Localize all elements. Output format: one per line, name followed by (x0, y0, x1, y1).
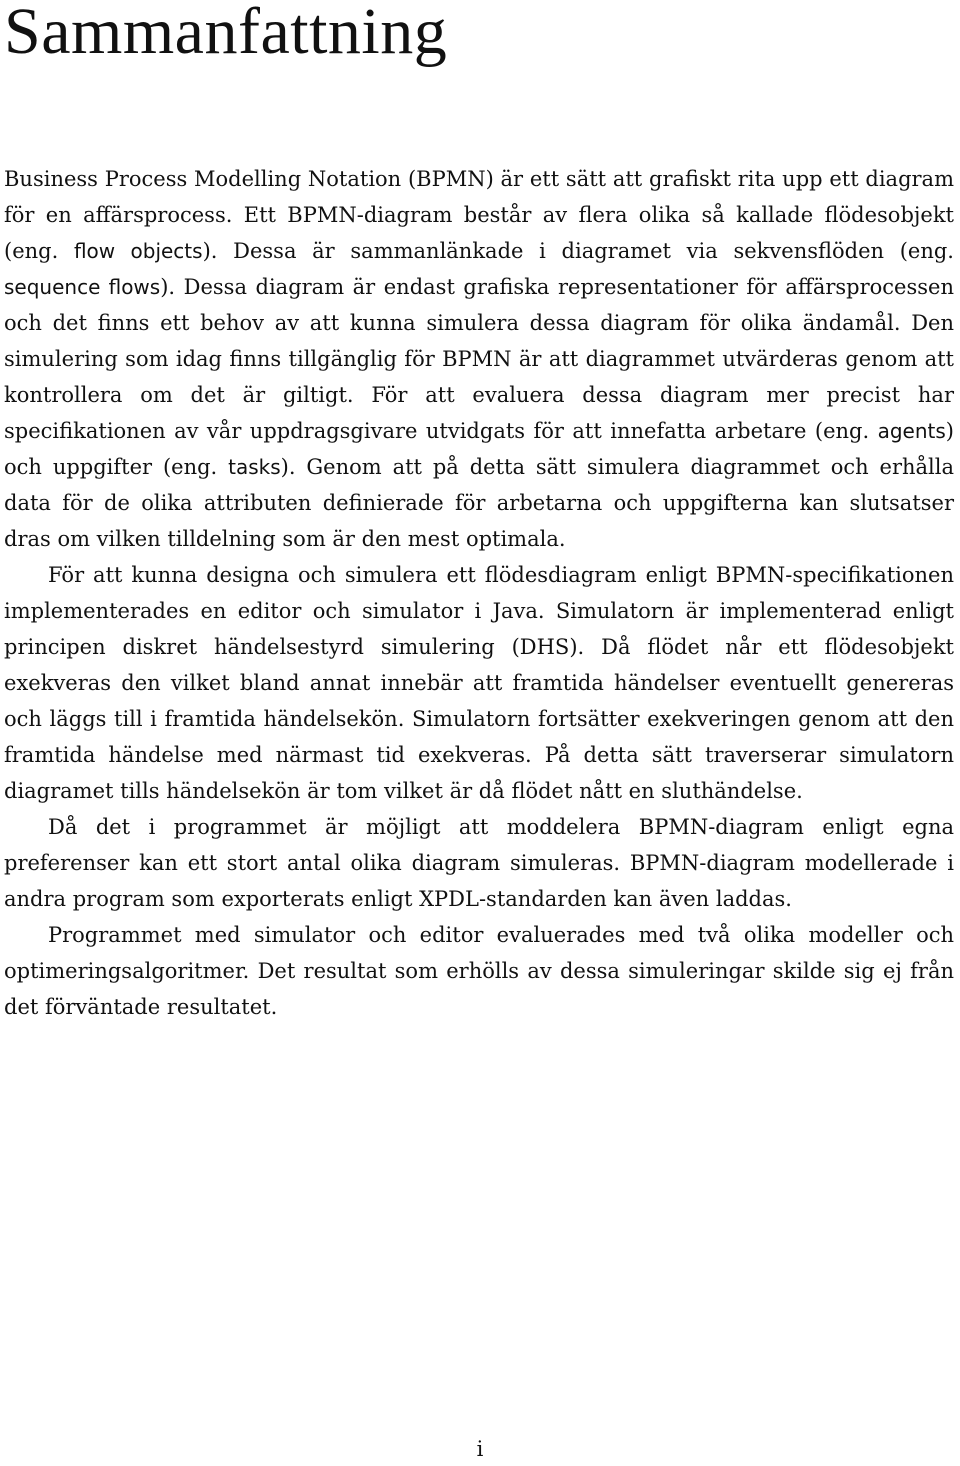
term-sequence-flows: sequence flows (4, 275, 161, 299)
paragraph-1-span: ) och uppgifter (eng. (4, 419, 954, 479)
paragraph-3 (4, 809, 954, 917)
paragraph-1 (4, 161, 954, 557)
paragraph-1-span: ). Genom att på detta sätt simulera diagrammet och erhålla data för de olika attributen definierade för arbetarna och uppgifterna kan slutsatser dras om vilken tilldelning som är den mest optimala. (4, 455, 954, 551)
paragraph-2 (4, 557, 954, 809)
paragraph-1-span: ). Dessa diagram är endast grafiska representationer för affärsprocessen och det finns ett behov av att kunna simulera dessa diagram för olika ändamål. Den simulering som idag finns tillgänglig för BPMN är att diagrammet utvärderas genom att kontrollera om det är giltigt. För att evaluera dessa diagram mer precist har specifikationen av vår uppdragsgivare utvidgats för att innefatta arbetare (eng. (4, 275, 954, 443)
abstract-body (4, 161, 954, 1025)
paragraph-3-span: Då det i programmet är möjligt att moddelera BPMN-diagram enligt egna preferenser kan ett stort antal olika diagram simuleras. BPMN-diagram modellerade i andra program som exporterats enligt XPDL-standarden kan även laddas. (4, 815, 954, 911)
paragraph-1-span: Business Process Modelling Notation (BPMN) är ett sätt att grafiskt rita upp ett diagram för en affärsprocess. Ett BPMN-diagram består av flera olika så kallade flödesobjekt (eng. (4, 167, 954, 263)
term-tasks: tasks (228, 455, 281, 479)
paragraph-1-span: ). Dessa är sammanlänkade i diagramet via sekvensflöden (eng. (202, 239, 954, 263)
page-number: i (476, 1437, 484, 1461)
paragraph-4 (4, 917, 954, 1025)
term-flow-objects: flow objects (73, 239, 203, 263)
paragraph-2-span: För att kunna designa och simulera ett flödesdiagram enligt BPMN-specifikationen implementerades en editor och simulator i Java. Simulatorn är implementerad enligt principen diskret händelsestyrd simulering (DHS). Då flödet når ett flödesobjekt exekveras den vilket bland annat innebär att framtida händelser eventuellt genereras och läggs till i framtida händelsekön. Simulatorn fortsätter exekveringen genom att den framtida händelse med närmast tid exekveras. På detta sätt traverserar simulatorn diagramet tills händelsekön är tom vilket är då flödet nått en sluthändelse. (4, 563, 954, 803)
section-heading: Sammanfattning (4, 0, 448, 68)
paragraph-4-span: Programmet med simulator och editor evaluerades med två olika modeller och optimeringsalgoritmer. Det resultat som erhölls av dessa simuleringar skilde sig ej från det förväntade resultatet. (4, 923, 954, 1019)
term-agents: agents (877, 419, 946, 443)
